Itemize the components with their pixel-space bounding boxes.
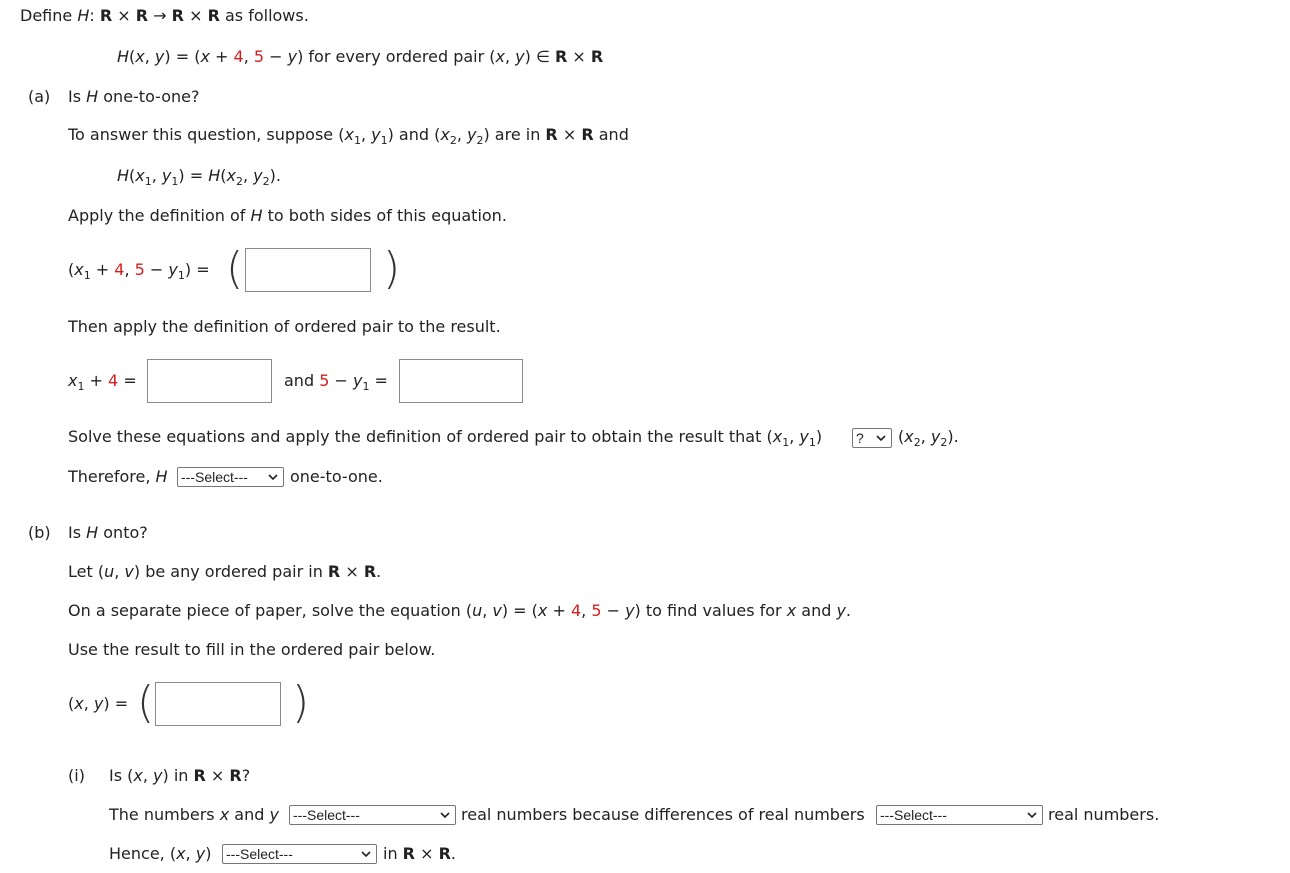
chevron-down-icon: [1026, 809, 1038, 821]
intro-definition-line: Define H: R × R → R × R as follows.: [20, 6, 309, 25]
part-a-question: Is H one-to-one?: [68, 87, 200, 106]
def-constant-1: 4: [233, 47, 244, 66]
equality-relation-select[interactable]: ?: [852, 428, 892, 448]
one-to-one-select[interactable]: ---Select---: [177, 467, 284, 487]
chevron-down-icon: [439, 809, 451, 821]
y1-answer-box[interactable]: [399, 359, 523, 403]
part-b-question: Is H onto?: [68, 523, 148, 542]
numbers-after: real numbers.: [1048, 805, 1160, 824]
suppose-text: To answer this question, suppose ($x_1$, $y_1$) and ($x_2$, $y_2$) are in R × R and: [68, 125, 629, 147]
function-definition: H(x, y) = (x + 4, 5 − y) for every ordered pair (x, y) ∈ R × R: [117, 47, 604, 66]
hence-select[interactable]: ---Select---: [222, 844, 377, 864]
numbers-prefix: The numbers x and y: [109, 805, 279, 824]
xy-expression: (x, y) =: [68, 694, 129, 713]
let-text: Let (u, v) be any ordered pair in R × R.: [68, 562, 382, 581]
left-paren: (: [226, 243, 244, 294]
lhs-expression: ($x_1 + 4$, $5 - y_1$) =: [68, 260, 210, 282]
solve-after: ($x_2$, $y_2$).: [898, 427, 959, 449]
numbers-select[interactable]: ---Select---: [289, 805, 456, 825]
apply-definition-text: Apply the definition of H to both sides of this equation.: [68, 206, 507, 225]
solve-text: Solve these equations and apply the definition of ordered pair to obtain the result that ($x_1$, $y_1$): [68, 427, 823, 449]
x1-answer-box[interactable]: [147, 359, 272, 403]
hence-prefix: Hence, (x, y): [109, 844, 212, 863]
mapping-text: : R × R → R × R as follows.: [89, 6, 309, 25]
sub-i-label: (i): [68, 766, 85, 785]
h-equality: $H(x_1$, $y_1) = H(x_2$, $y_2$).: [117, 166, 281, 188]
sub-i-question: Is (x, y) in R × R?: [109, 766, 251, 785]
differences-select[interactable]: ---Select---: [876, 805, 1043, 825]
separate-paper-text: On a separate piece of paper, solve the equation (u, v) = (x + 4, 5 − y) to find values for x and y.: [68, 601, 852, 620]
left-paren: (: [137, 677, 155, 728]
numbers-mid: real numbers because differences of real numbers: [461, 805, 865, 824]
right-paren: ): [383, 243, 401, 294]
hence-after: in R × R.: [383, 844, 456, 863]
therefore-prefix: Therefore, H: [68, 467, 168, 486]
xy-answer-box[interactable]: [155, 682, 281, 726]
ordered-pair-answer-box-a[interactable]: [245, 248, 371, 292]
chevron-down-icon: [875, 432, 887, 444]
part-b-label: (b): [28, 523, 51, 542]
func-name: H: [77, 6, 90, 25]
eq1-expression: $x_1 + 4$ =: [68, 371, 137, 393]
right-paren: ): [292, 677, 310, 728]
chevron-down-icon: [267, 471, 279, 483]
use-result-text: Use the result to fill in the ordered pair below.: [68, 640, 436, 659]
chevron-down-icon: [360, 848, 372, 860]
therefore-after: one-to-one.: [290, 467, 383, 486]
part-a-label: (a): [28, 87, 51, 106]
def-constant-2: 5: [253, 47, 265, 66]
eq2-expression: and $5 - y_1$ =: [284, 371, 388, 393]
then-apply-text: Then apply the definition of ordered pair to the result.: [68, 317, 501, 336]
